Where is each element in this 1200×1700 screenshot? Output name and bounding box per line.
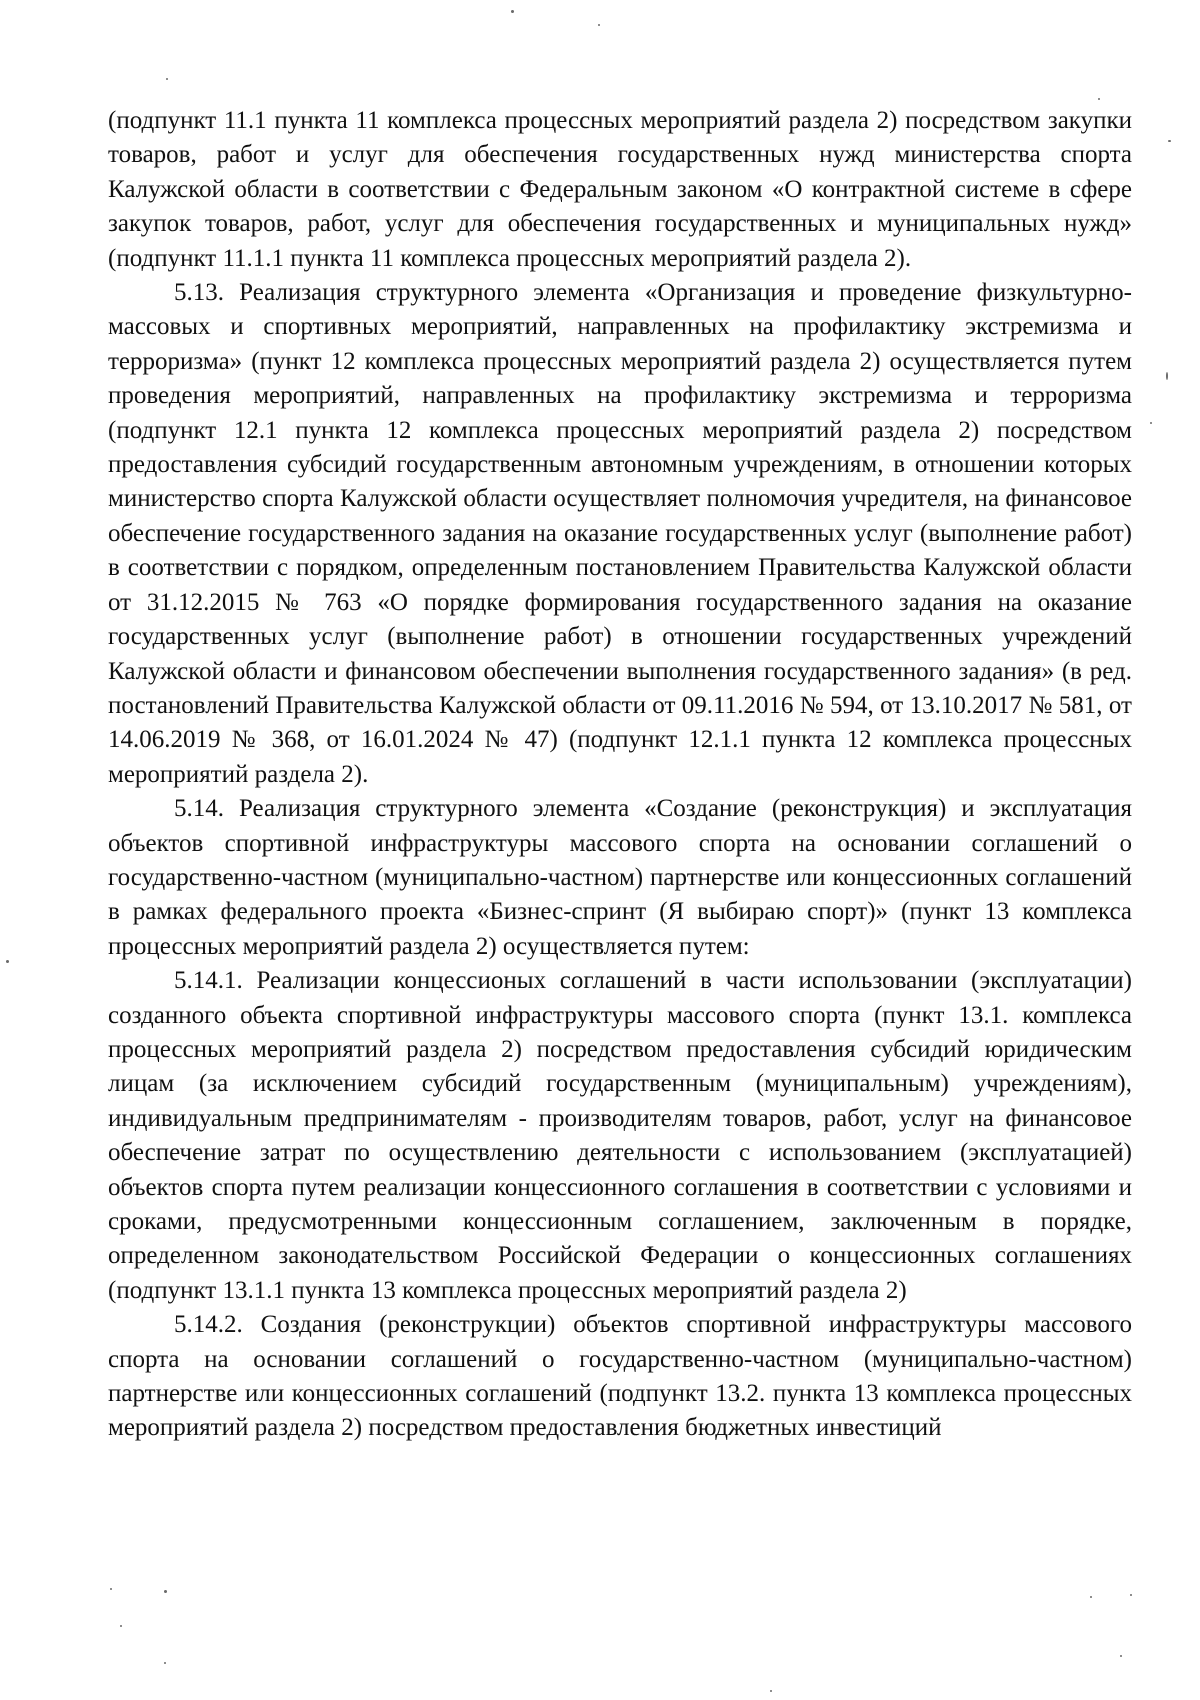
paragraph-5-14-2: 5.14.2. Создания (реконструкции) объектов спортивной инфраструктуры массового спорта на основании соглашений о государственно-частном (муниципально-частном) партнерстве или концессионных соглашений (подпункт 13.2. пункта 13 комплекса процессных мероприятий раздела 2) посредством предоставления бюджетных инвестиций bbox=[108, 1311, 1132, 1442]
paragraph-5-14: 5.14. Реализация структурного элемента «Создание (реконструкция) и эксплуатация объектов спортивной инфраструктуры массового спорта на основании соглашений о государственно-частном (муниципально-частном) партнерстве или концессионных соглашений в рамках федерального проекта «Бизнес-спринт (Я выбираю спорт)» (пункт 13 комплекса процессных мероприятий раздела 2) осуществляется путем: bbox=[108, 795, 1132, 960]
scan-speck bbox=[166, 78, 168, 80]
paragraph-continuation: (подпункт 11.1 пункта 11 комплекса процессных мероприятий раздела 2) посредством закупки товаров, работ и услуг для обеспечения государственных нужд министерства спорта Калужской области в соответствии с Федеральным законом «О контрактной системе в сфере закупок товаров, работ, услуг для обеспечения государственных и муниципальных нужд» (подпункт 11.1.1 пункта 11 комплекса процессных мероприятий раздела 2). bbox=[108, 107, 1132, 272]
scan-speck bbox=[598, 24, 600, 26]
scan-speck bbox=[1130, 1594, 1132, 1596]
scan-speck bbox=[110, 1588, 112, 1590]
paragraph-5-14-1: 5.14.1. Реализации концессионых соглашений в части использовании (эксплуатации) созданного объекта спортивной инфраструктуры массового спорта (пункт 13.1. комплекса процессных мероприятий раздела 2) посредством предоставления субсидий юридическим лицам (за исключением субсидий государственным (муниципальным) учреждениям), индивидуальным предпринимателям - производителям товаров, работ, услуг на финансовое обеспечение затрат по осуществлению деятельности с использованием (эксплуатацией) объектов спорта путем реализации концессионного соглашения в соответствии с условиями и сроками, предусмотренными концессионным соглашением, заключенным в порядке, определенном законодательством Российской Федерации о концессионных соглашениях (подпункт 13.1.1 пункта 13 комплекса процессных мероприятий раздела 2) bbox=[108, 967, 1132, 1304]
scan-speck bbox=[164, 1590, 167, 1593]
scan-speck bbox=[6, 960, 9, 963]
scan-speck bbox=[1098, 98, 1100, 100]
scan-speck bbox=[770, 1690, 772, 1692]
scan-speck bbox=[164, 1662, 166, 1664]
scan-speck bbox=[1090, 1596, 1092, 1598]
scan-speck bbox=[1168, 140, 1171, 142]
scan-speck bbox=[1120, 1655, 1122, 1657]
paragraph-5-13: 5.13. Реализация структурного элемента «Организация и проведение физкультурно-массовых и спортивных мероприятий, направленных на профилактику экстремизма и терроризма» (пункт 12 комплекса процессных мероприятий раздела 2) осуществляется путем проведения мероприятий, направленных на профилактику экстремизма и терроризма (подпункт 12.1 пункта 12 комплекса процессных мероприятий раздела 2) посредством предоставления субсидий государственным автономным учреждениям, в отношении которых министерство спорта Калужской области осуществляет полномочия учредителя, на финансовое обеспечение государственного задания на оказание государственных услуг (выполнение работ) в соответствии с порядком, определенным постановлением Правительства Калужской области от 31.12.2015 № 763 «О порядке формирования государственного задания на оказание государственных услуг (выполнение работ) в отношении государственных учреждений Калужской области и финансовом обеспечении выполнения государственного задания» (в ред. постановлений Правительства Калужской области от 09.11.2016 № 594, от 13.10.2017 № 581, от 14.06.2019 № 368, от 16.01.2024 № 47) (подпункт 12.1.1 пункта 12 комплекса процессных мероприятий раздела 2). bbox=[108, 279, 1132, 788]
document-body bbox=[108, 104, 1132, 1446]
scan-speck bbox=[1150, 422, 1152, 424]
scan-speck bbox=[511, 10, 514, 13]
scan-speck bbox=[120, 1625, 122, 1627]
scan-speck bbox=[1166, 372, 1168, 380]
